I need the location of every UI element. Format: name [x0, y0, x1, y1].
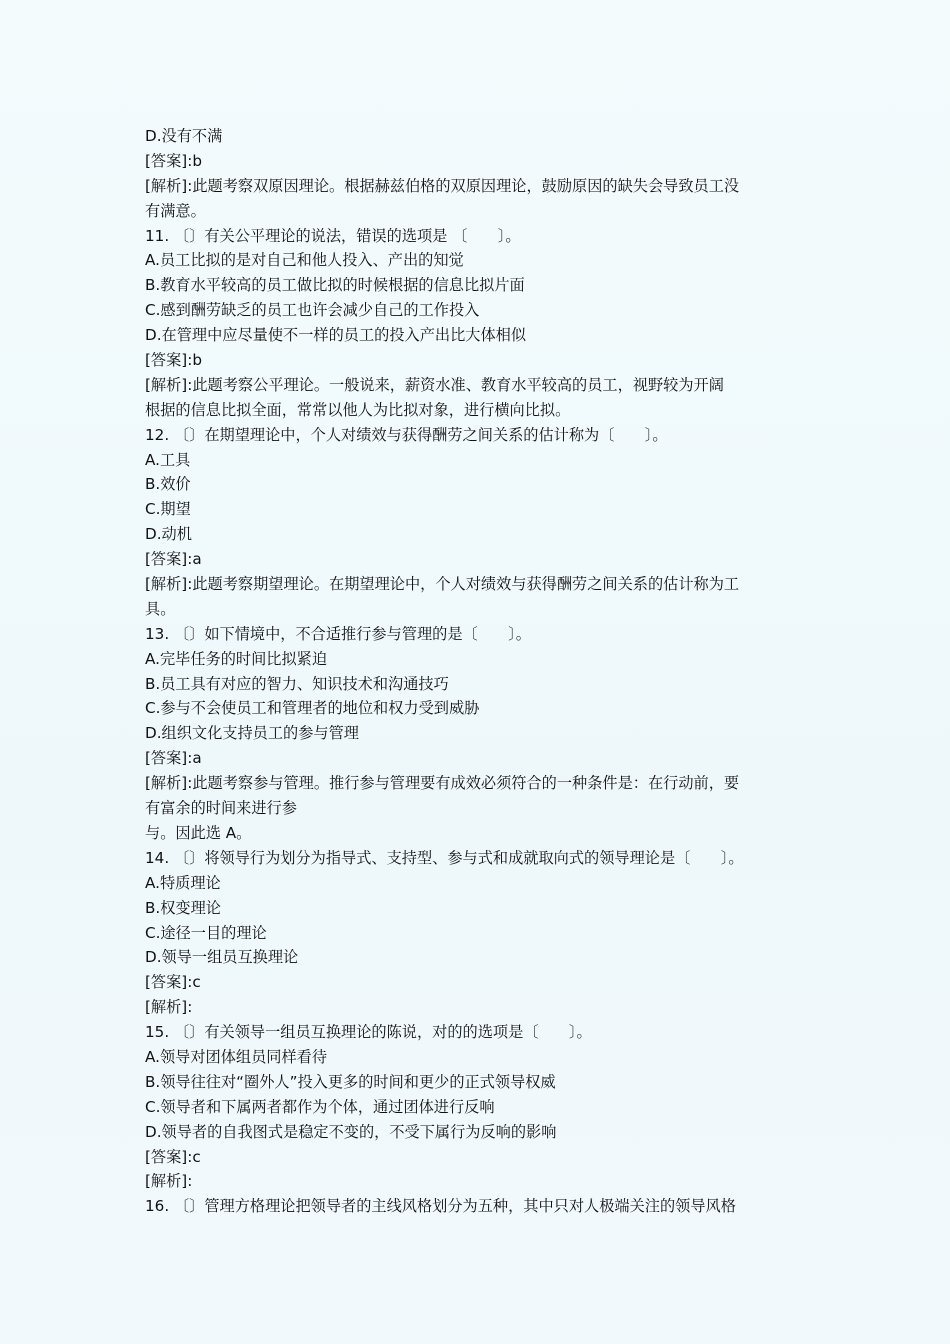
question-14: 14. 〔〕将领导行为划分为指导式、支持型、参与式和成就取向式的领导理论是〔 〕。: [145, 848, 744, 867]
analysis-line: 根据的信息比拟全面，常常以他人为比拟对象，进行横向比拟。: [145, 400, 571, 419]
option-b: B.员工具有对应的智力、知识技术和沟通技巧: [145, 674, 449, 693]
analysis-line: 有满意。: [145, 201, 206, 220]
option-c: C.途径一目的理论: [145, 923, 267, 942]
analysis-line: 有富余的时间来进行参: [145, 799, 297, 818]
option-d: D.动机: [145, 525, 192, 544]
document-body: [145, 124, 810, 1219]
option-b: B.权变理论: [145, 898, 221, 917]
option-c: C.参与不会使员工和管理者的地位和权力受到威胁: [145, 699, 480, 718]
analysis-line: [解析]:此题考察双原因理论。根据赫兹伯格的双原因理论，鼓励原因的缺失会导致员工没: [145, 176, 740, 195]
option-d: D.在管理中应尽量使不一样的员工的投入产出比大体相似: [145, 326, 527, 345]
analysis-line: 具。: [145, 599, 176, 618]
option-b: B.教育水平较高的员工做比拟的时候根据的信息比拟片面: [145, 276, 525, 295]
analysis-line: [解析]:此题考察公平理论。一般说来，薪资水准、教育水平较高的员工，视野较为开阔: [145, 375, 724, 394]
option-c: C.领导者和下属两者都作为个体，通过团体进行反响: [145, 1097, 495, 1116]
question-13: 13. 〔〕如下情境中，不合适推行参与管理的是〔 〕。: [145, 624, 531, 643]
option-a: A.完毕任务的时间比拟紧迫: [145, 649, 328, 668]
analysis-line: [解析]:: [145, 998, 193, 1017]
analysis-line: [解析]:此题考察参与管理。推行参与管理要有成效必须符合的一种条件是：在行动前，要: [145, 774, 740, 793]
analysis-line: [解析]:此题考察期望理论。在期望理论中，个人对绩效与获得酬劳之间关系的估计称为工: [145, 575, 740, 594]
option-d: D.领导者的自我图式是稳定不变的，不受下属行为反响的影响: [145, 1122, 557, 1141]
option-c: C.期望: [145, 500, 191, 519]
option-d: D.领导一组员互换理论: [145, 948, 299, 967]
option-a: A.领导对团体组员同样看待: [145, 1047, 328, 1066]
answer-line: [答案]:c: [145, 1147, 201, 1166]
option-d: D.组织文化支持员工的参与管理: [145, 724, 359, 743]
answer-line: [答案]:c: [145, 973, 201, 992]
option-a: A.员工比拟的是对自己和他人投入、产出的知觉: [145, 251, 464, 270]
question-15: 15. 〔〕有关领导一组员互换理论的陈说，对的的选项是〔 〕。: [145, 1023, 592, 1042]
option-a: A.特质理论: [145, 873, 221, 892]
option-a: A.工具: [145, 450, 191, 469]
analysis-line: [解析]:: [145, 1172, 193, 1191]
question-11: 11. 〔〕有关公平理论的说法，错误的选项是 〔 〕。: [145, 226, 521, 245]
question-12: 12. 〔〕在期望理论中，个人对绩效与获得酬劳之间关系的估计称为〔 〕。: [145, 425, 668, 444]
answer-line: [答案]:b: [145, 351, 202, 370]
answer-line: [答案]:b: [145, 151, 202, 170]
option-b: B.效价: [145, 475, 191, 494]
analysis-line: 与。因此选 A。: [145, 823, 252, 842]
question-16: 16. 〔〕管理方格理论把领导者的主线风格划分为五种，其中只对人极端关注的领导风格: [145, 1197, 736, 1216]
answer-line: [答案]:a: [145, 749, 202, 768]
option-c: C.感到酬劳缺乏的员工也许会减少自己的工作投入: [145, 301, 480, 320]
text-line: D.没有不满: [145, 127, 223, 145]
option-b: B.领导往往对“圈外人”投入更多的时间和更少的正式领导权威: [145, 1072, 556, 1091]
answer-line: [答案]:a: [145, 550, 202, 569]
